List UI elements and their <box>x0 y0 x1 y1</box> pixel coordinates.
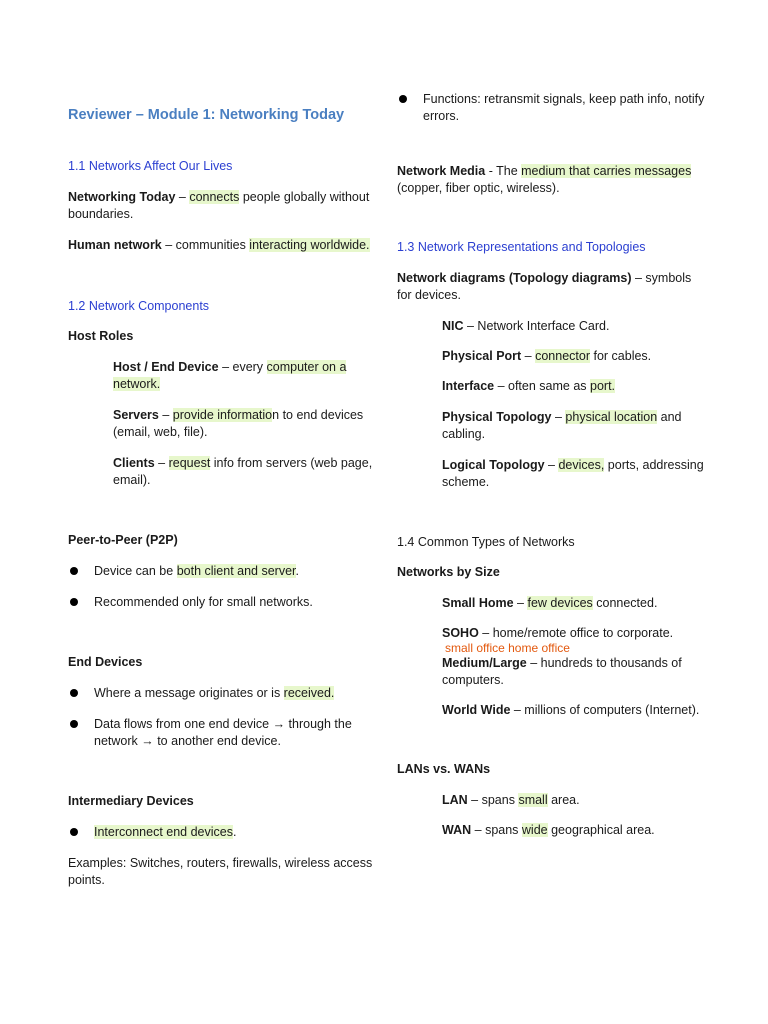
examples-paragraph: Examples: Switches, routers, firewalls, wireless access points. <box>68 856 373 887</box>
wan-item: WAN – spans wide geographical area. <box>442 823 655 837</box>
highlight: received. <box>283 686 335 700</box>
list-item: Device can be both client and server. <box>68 563 378 580</box>
host-end-device-item: Host / End Device – every computer on a network. <box>113 360 347 391</box>
highlight: computer on a network. <box>113 360 347 391</box>
physical-topology-item: Physical Topology – physical location and cabling. <box>442 410 682 441</box>
network-diagrams-paragraph: Network diagrams (Topology diagrams) – symbols for devices. <box>397 271 692 302</box>
highlight: few devices <box>527 596 593 610</box>
servers-item: Servers – provide information to end devices (email, web, file). <box>113 408 364 439</box>
clients-item: Clients – request info from servers (web page, email). <box>113 456 373 487</box>
section-1-3-heading: 1.3 Network Representations and Topologies <box>397 240 646 254</box>
highlight: wide <box>521 823 548 837</box>
logical-topology-item: Logical Topology – devices, ports, addressing scheme. <box>442 458 704 489</box>
networks-by-size-heading: Networks by Size <box>397 565 500 579</box>
host-roles-heading: Host Roles <box>68 329 134 343</box>
network-media-paragraph: Network Media - The medium that carries messages (copper, fiber optic, wireless). <box>397 164 692 195</box>
bullet-icon <box>70 828 78 836</box>
document-title: Reviewer – Module 1: Networking Today <box>68 107 345 123</box>
right-column <box>397 91 707 839</box>
list-item: Where a message originates or is received. <box>68 685 378 702</box>
soho-handwritten-note: small office home office <box>445 641 570 655</box>
medium-large-item: Medium/Large – hundreds to thousands of computers. <box>442 656 682 687</box>
section-1-2-heading: 1.2 Network Components <box>68 299 210 313</box>
list-item: Recommended only for small networks. <box>68 594 378 611</box>
world-wide-item: World Wide – millions of computers (Internet). <box>442 703 700 717</box>
highlight: request <box>168 456 211 470</box>
list-item: Interconnect end devices. <box>68 824 378 841</box>
bullet-icon <box>70 567 78 575</box>
highlight: interacting worldwide. <box>249 238 370 252</box>
p2p-heading: Peer-to-Peer (P2P) <box>68 533 178 547</box>
bullet-icon <box>70 689 78 697</box>
highlight: connects <box>189 190 240 204</box>
list-item: Data flows from one end device → through the network → to another end device. <box>68 716 378 750</box>
highlight: medium that carries messages <box>521 164 692 178</box>
bullet-icon <box>70 598 78 606</box>
highlight: port. <box>590 379 616 393</box>
networking-today-paragraph: Networking Today – connects people globally without boundaries. <box>68 190 370 221</box>
highlight: connector <box>535 349 591 363</box>
section-1-1-heading: 1.1 Networks Affect Our Lives <box>68 159 233 173</box>
highlight: provide informatio <box>172 408 273 422</box>
physical-port-item: Physical Port – connector for cables. <box>442 349 652 363</box>
bullet-icon <box>399 95 407 103</box>
highlight: both client and server <box>176 564 296 578</box>
lan-item: LAN – spans small area. <box>442 793 580 807</box>
highlight: physical location <box>565 410 658 424</box>
interface-item: Interface – often same as port. <box>442 379 616 393</box>
nic-item: NIC – Network Interface Card. <box>442 319 610 333</box>
bullet-icon <box>70 720 78 728</box>
human-network-paragraph: Human network – communities interacting worldwide. <box>68 238 370 252</box>
section-1-4-heading: 1.4 Common Types of Networks <box>397 535 575 549</box>
end-devices-heading: End Devices <box>68 655 143 669</box>
soho-item: SOHO – home/remote office to corporate. <box>442 626 674 640</box>
small-home-item: Small Home – few devices connected. <box>442 596 658 610</box>
list-item: Functions: retransmit signals, keep path info, notify errors. <box>397 91 707 125</box>
intermediary-devices-heading: Intermediary Devices <box>68 794 194 808</box>
highlight: devices, <box>558 458 605 472</box>
left-column <box>68 104 378 889</box>
lans-vs-wans-heading: LANs vs. WANs <box>397 762 491 776</box>
highlight: Interconnect end devices <box>94 825 233 839</box>
highlight: small <box>518 793 548 807</box>
